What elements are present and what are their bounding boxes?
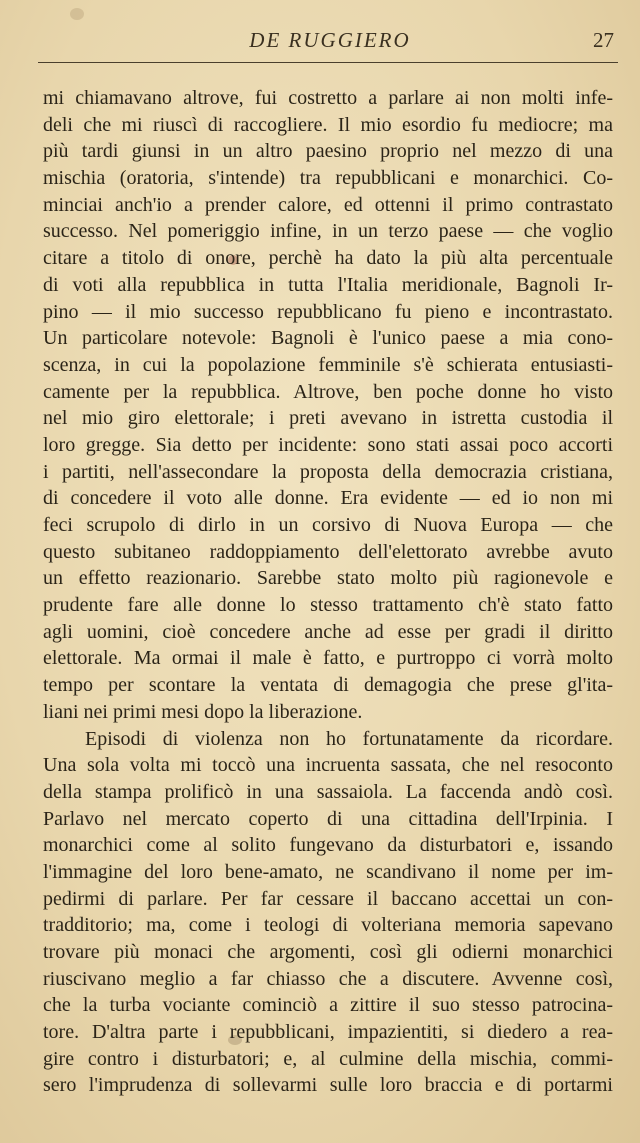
text-line: sero l'imprudenza di sollevarmi sulle loro braccia e di portarmi: [43, 1074, 613, 1097]
text-line: riuscivano meglio a far chiasso che a discutere. Avvenne così,: [43, 967, 613, 990]
body-text: [43, 85, 613, 1099]
text-line: Un particolare notevole: Bagnoli è l'unico paese a mia cono-: [43, 327, 613, 350]
text-line: Parlavo nel mercato coperto di una cittadina dell'Irpinia. I: [43, 807, 613, 830]
text-line: successo. Nel pomeriggio infine, in un terzo paese — che voglio: [43, 220, 613, 243]
paragraph-last-line: liani nei primi mesi dopo la liberazione.: [43, 700, 363, 723]
text-line: pino — il mio successo repubblicano fu pieno e incontrastato.: [43, 300, 613, 323]
text-line: prudente fare alle donne lo stesso trattamento ch'è stato fatto: [43, 594, 613, 617]
text-line: un effetto reazionario. Sarebbe stato molto più ragionevole e: [43, 567, 613, 590]
text-line: tore. D'altra parte i repubblicani, impazientiti, si diedero a rea-: [43, 1021, 613, 1044]
header-rule: [38, 62, 618, 63]
text-line: pedirmi di parlare. Per far cessare il baccano accettai un con-: [43, 887, 613, 910]
text-line: mischia (oratoria, s'intende) tra repubblicani e monarchici. Co-: [43, 167, 613, 190]
text-line: tradditorio; ma, come i teologi di volteriana memoria sapevano: [43, 914, 613, 937]
text-line: trovare più monaci che argomenti, così gli odierni monarchici: [43, 941, 613, 963]
running-head: [40, 22, 620, 58]
paragraph-first-line: Episodi di violenza non ho fortunatamente da ricordare.: [85, 727, 613, 750]
paper-stain: [70, 8, 84, 20]
text-line: gire contro i disturbatori; e, al culmine della mischia, commi-: [43, 1047, 613, 1070]
text-line: scenza, in cui la popolazione femminile s'è schierata entusiasti-: [43, 353, 613, 376]
text-line: questo subitaneo raddoppiamento dell'elettorato avrebbe avuto: [43, 540, 613, 563]
text-line: tempo per scontare la ventata di demagogia che prese gl'ita-: [43, 674, 613, 697]
text-line: feci scrupolo di dirlo in un corsivo di Nuova Europa — che: [43, 514, 613, 536]
text-line: più tardi giunsi in un altro paesino proprio nel mezzo di una: [43, 140, 613, 163]
text-line: della stampa prolificò in una sassaiola. La faccenda andò così.: [43, 780, 613, 803]
text-line: monarchici come al solito fungevano da disturbatori e, issando: [43, 834, 613, 857]
page-number: 27: [593, 28, 614, 52]
text-line: Una sola volta mi toccò una incruenta sassata, che nel resoconto: [43, 754, 613, 777]
text-line: di voti alla repubblica in tutta l'Italia meridionale, Bagnoli Ir-: [43, 273, 613, 296]
text-line: di concedere il voto alle donne. Era evidente — ed io non mi: [43, 487, 613, 510]
text-line: loro gregge. Sia detto per incidente: sono stati assai poco accorti: [43, 433, 613, 456]
text-line: elettorale. Ma ormai il male è fatto, e purtroppo ci vorrà molto: [43, 647, 613, 670]
running-title: DE RUGGIERO: [249, 28, 411, 52]
text-line: i partiti, nell'assecondare la proposta della democrazia cristiana,: [43, 460, 613, 483]
text-line: camente per la repubblica. Altrove, ben poche donne ho visto: [43, 380, 613, 403]
text-line: agli uomini, cioè concedere anche ad esse per gradi il diritto: [43, 620, 613, 643]
text-line: nel mio giro elettorale; i preti avevano in istretta custodia il: [43, 407, 613, 430]
text-line: deli che mi riuscì di raccogliere. Il mio esordio fu mediocre; ma: [43, 113, 613, 136]
text-line: che la turba vociante cominciò a zittire il suo stesso patrocina-: [43, 994, 613, 1017]
text-line: minciai anch'io a prender calore, ed ottenni il primo contrastato: [43, 193, 613, 216]
text-line: l'immagine del loro bene-amato, ne scandivano il nome per im-: [43, 860, 613, 883]
text-line: mi chiamavano altrove, fui costretto a parlare ai non molti infe-: [43, 87, 613, 109]
text-line: citare a titolo di onore, perchè ha dato la più alta percentuale: [43, 247, 613, 270]
